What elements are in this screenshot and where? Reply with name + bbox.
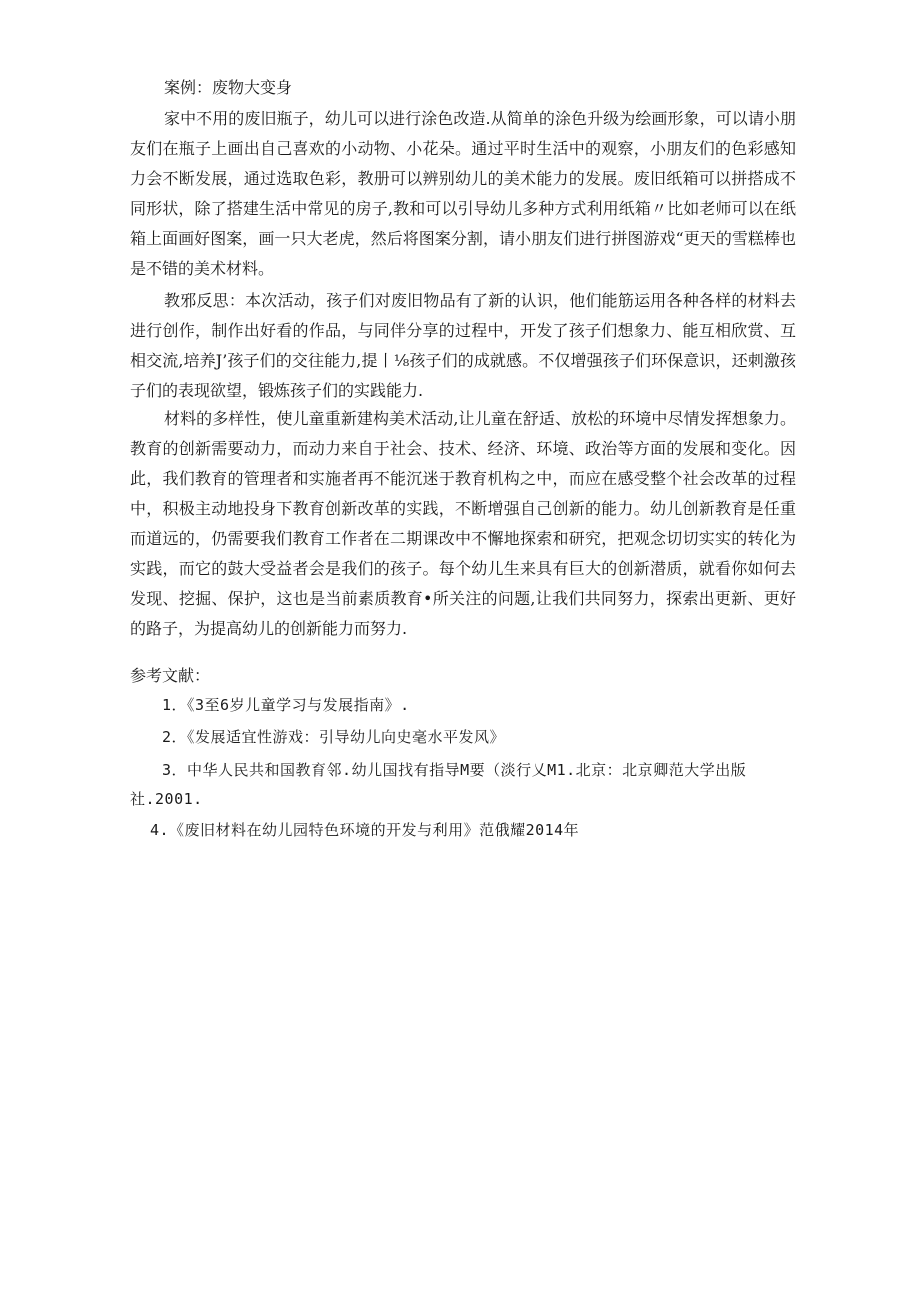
case-title: 案例：废物大变身: [164, 78, 293, 97]
reference-item: 3．中华人民共和国教育邻.幼儿国找有指导M要（淡行乂M1.北京：北京卿范大学出版: [162, 761, 747, 779]
paragraph-teacher-reflection: [130, 286, 796, 406]
reference-item: 2．《发展适宜性游戏：引导幼儿向史毫水平发风》: [162, 728, 506, 746]
paragraph-case-description: [130, 104, 796, 284]
reference-item: 1．《3至6岁儿童学习与发展指南》.: [162, 696, 410, 714]
paragraph-conclusion: [130, 404, 796, 644]
reference-item-continuation: 社.2001.: [130, 790, 203, 808]
reference-item: 4.《废旧材料在幼儿园特色环境的开发与利用》范俄耀2014年: [150, 821, 580, 839]
paragraph-text: 材料的多样性，使儿童重新建构美术活动,让儿童在舒适、放松的环境中尽情发挥想象力。教育的创新需要动力，而动力来自于社会、技术、经济、环境、政治等方面的发展和变化。因此，我们教育的管理者和实施者再不能沉迷于教育机构之中，而应在感受整个社会改革的过程中，积极主动地投身下教育创新改革的实践，不断增强自己创新的能力。幼儿创新教育是任重而道远的，仍需要我们教育工作者在二期课改中不懈地探索和研究，把观念切切实实的转化为实践，而它的鼓大受益者会是我们的孩子。每个幼儿生来具有巨大的创新潜质，就看你如何去发现、挖掘、保护，这也是当前素质教育•所关注的问题,让我们共同努力，探索出更新、更好的路子，为提高幼儿的创新能力而努力.: [130, 409, 796, 638]
paragraph-text: 家中不用的废旧瓶子，幼儿可以进行涂色改造.从简单的涂色升级为绘画形象，可以请小朋友们在瓶子上画出自己喜欢的小动物、小花朵。通过平时生活中的观察，小朋友们的色彩感知力会不断发展，通过选取色彩，教册可以辨别幼儿的美术能力的发展。废旧纸箱可以拼搭成不同形状，除了搭建生活中常见的房子,教和可以引导幼儿多种方式利用纸箱〃比如老师可以在纸箱上面画好图案，画一只大老虎，然后将图案分割，请小朋友们进行拼图游戏“更天的雪糕棒也是不错的美术材料。: [130, 109, 796, 278]
paragraph-text: 教邪反思：本次活动，孩子们对废旧物品有了新的认识，他们能筋运用各种各样的材料去进行创作，制作出好看的作品，与同伴分享的过程中，开发了孩子们想象力、能互相欣赏、互相交流,培养J’孩子们的交往能力,提丨⅛孩子们的成就感。不仅增强孩子们环保意识，还刺激孩子们的表现欲望，锻炼孩子们的实践能力.: [130, 291, 796, 400]
references-title: 参考文献：: [130, 666, 211, 685]
